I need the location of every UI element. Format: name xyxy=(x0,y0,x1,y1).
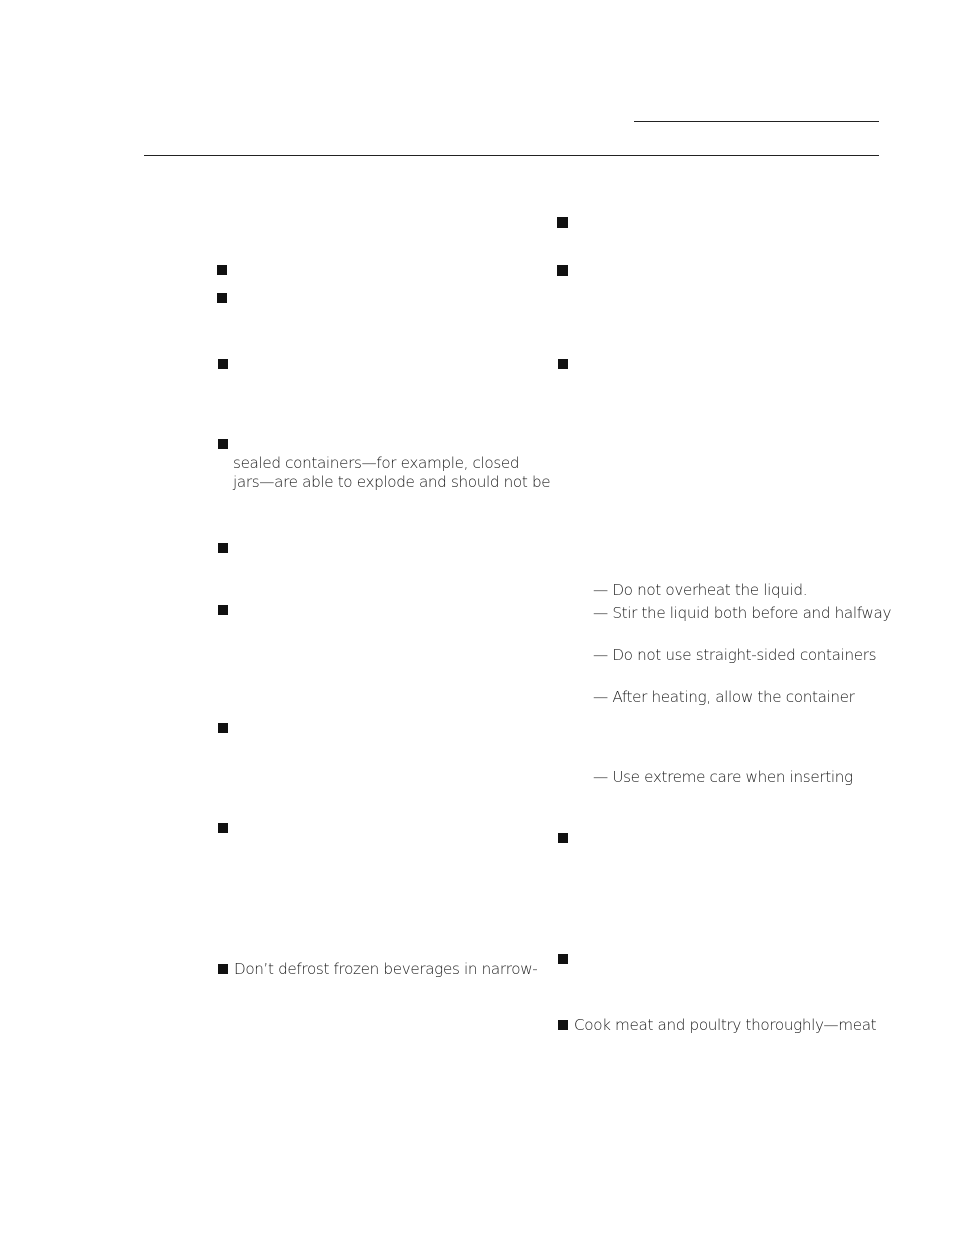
frozen-beverages-item: Don’t defrost frozen beverages in narrow- xyxy=(234,960,538,978)
header-full-rule xyxy=(144,155,879,156)
bullet-marker xyxy=(557,265,568,276)
bullet-marker xyxy=(218,439,228,449)
dash-item: — Do not overheat the liquid. xyxy=(593,581,808,599)
bullet-marker xyxy=(218,359,228,369)
header-short-rule xyxy=(634,121,879,122)
sealed-containers-line-2: jars—are able to explode and should not be xyxy=(233,473,551,491)
bullet-marker xyxy=(218,823,228,833)
bullet-marker xyxy=(218,543,228,553)
bullet-marker xyxy=(558,359,568,369)
bullet-marker xyxy=(218,723,228,733)
cook-meat-item: Cook meat and poultry thoroughly—meat xyxy=(574,1016,877,1034)
bullet-marker xyxy=(557,217,568,228)
dash-item: — After heating, allow the container xyxy=(593,688,855,706)
dash-item: — Use extreme care when inserting xyxy=(593,768,853,786)
sealed-containers-line-1: sealed containers—for example, closed xyxy=(233,454,520,472)
bullet-marker xyxy=(217,265,227,275)
bullet-marker xyxy=(558,954,568,964)
bullet-marker xyxy=(218,605,228,615)
bullet-marker xyxy=(558,1020,568,1030)
bullet-marker xyxy=(217,293,227,303)
dash-item: — Do not use straight-sided containers xyxy=(593,646,877,664)
dash-item: — Stir the liquid both before and halfway xyxy=(593,604,892,622)
bullet-marker xyxy=(558,833,568,843)
bullet-marker xyxy=(218,964,228,974)
